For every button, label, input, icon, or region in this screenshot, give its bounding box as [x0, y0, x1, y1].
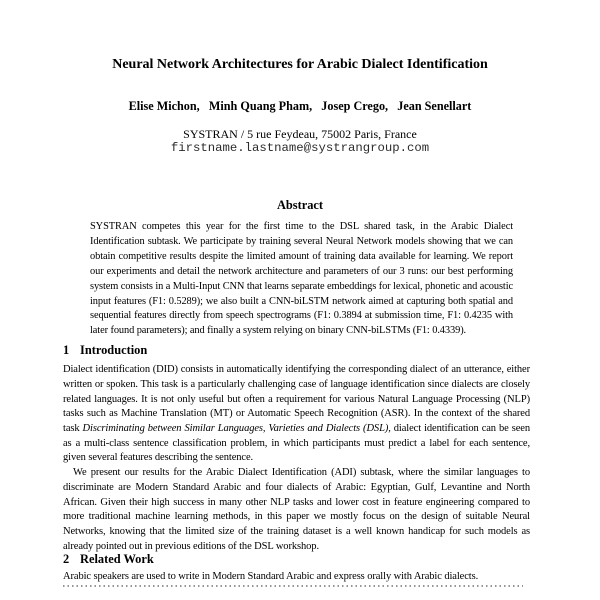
section-title: Related Work	[80, 552, 154, 567]
intro-paragraph-1-text: Dialect identification (DID) consists in automatically identifying the corresponding dialect of an utterance, either written or spoken. This task is a particularly challenging case of language identification since dialects are closely related languages. It is not only useful but often a requirement for various Natural Language Processing (NLP) tasks such as Machine Translation (MT) or Automatic Speech Recognition (ASR). In the context of the shared task	[63, 364, 530, 435]
related-work-paragraph-1: Arabic speakers are used to write in Modern Standard Arabic and express orally with Arabic dialects.	[63, 571, 479, 583]
abstract-heading: Abstract	[276, 198, 324, 212]
section-heading-introduction	[63, 343, 600, 358]
intro-paragraph-2: We present our results for the Arabic Dialect Identification (ADI) subtask, where the similar languages to discriminate are Modern Standard Arabic and four dialects of Arabic: Egyptian, Gulf, Levantine and North African. Given their high success in many other NLP tasks and lower cost in feature engineering compared to more traditional machine learning methods, in this paper we mostly focus on the design of suitable Neural Networks, knowing that the limited size of the training dataset is a well known handicap for such models as already pointed out in previous editions of the DSL workshop.	[63, 467, 530, 552]
section-number: 2	[63, 552, 70, 567]
author-line: Elise Michon, Minh Quang Pham, Josep Crego, Jean Senellart	[128, 99, 472, 113]
section-number: 1	[63, 343, 70, 358]
email-line: firstname.lastname@systrangroup.com	[170, 141, 430, 155]
shared-task-name-italic: Discriminating between Similar Languages, Varieties and Dialects (DSL)	[82, 423, 389, 435]
paper-title: Neural Network Architectures for Arabic Dialect Identification	[112, 57, 488, 72]
intro-paragraph-1-continuation: , dialect identification can be seen as a multi-class sentence classification problem, in which participants must predict a label for each sentence, given several features describing the sentence.	[63, 423, 530, 464]
section-heading-related-work	[63, 552, 600, 567]
intro-paragraph-1	[63, 363, 530, 466]
clipped-text-line	[63, 585, 523, 587]
affiliation-line: SYSTRAN / 5 rue Feydeau, 75002 Paris, France	[183, 127, 417, 141]
section-title: Introduction	[80, 343, 148, 358]
abstract-text: SYSTRAN competes this year for the first time to the DSL shared task, in the Arabic Dialect Identification subtask. We participate by training several Neural Network models showing that we can obtain competitive results despite the limited amount of training data available for learning. We report our experiments and detail the network architecture and parameters of our 3 runs: our best performing system consists in a Multi-Input CNN that learns separate embeddings for lexical, phonetic and acoustic input features (F1: 0.5289); we also built a CNN-biLSTM network aimed at capturing both spatial and sequential features directly from speech spectrograms (F1: 0.3894 at submission time, F1: 0.4235 with later found parameters); and finally a system relying on binary CNN-biLSTMs (F1: 0.4339).	[90, 221, 513, 337]
